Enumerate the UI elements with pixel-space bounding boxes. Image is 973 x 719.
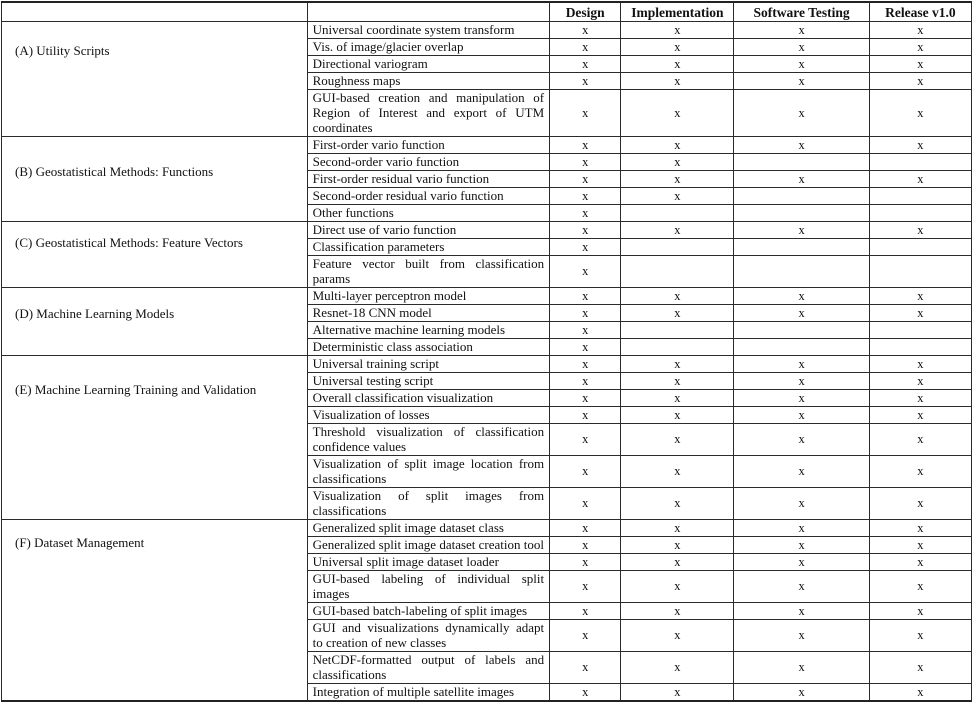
status-mark: x <box>734 73 869 90</box>
status-mark: x <box>550 488 621 520</box>
status-mark: x <box>869 22 971 39</box>
status-mark: x <box>734 39 869 56</box>
status-mark: x <box>869 620 971 652</box>
feature-item: NetCDF-formatted output of labels and classifications <box>307 652 550 684</box>
status-mark: x <box>550 222 621 239</box>
section-label-f: (F) Dataset Management <box>2 520 308 702</box>
status-mark-empty <box>869 339 971 356</box>
status-mark-empty <box>734 256 869 288</box>
status-mark: x <box>869 456 971 488</box>
status-mark: x <box>550 39 621 56</box>
status-mark: x <box>869 652 971 684</box>
feature-item: Universal testing script <box>307 373 550 390</box>
status-mark-empty <box>621 239 734 256</box>
feature-item: Visualization of split images from classifications <box>307 488 550 520</box>
feature-item: Visualization of split image location from classifications <box>307 456 550 488</box>
status-mark: x <box>550 288 621 305</box>
status-mark: x <box>550 603 621 620</box>
status-mark: x <box>869 56 971 73</box>
status-mark: x <box>621 456 734 488</box>
status-mark: x <box>550 554 621 571</box>
status-mark: x <box>621 73 734 90</box>
feature-item: GUI-based batch-labeling of split images <box>307 603 550 620</box>
status-mark: x <box>550 537 621 554</box>
feature-item: Visualization of losses <box>307 407 550 424</box>
feature-item: Alternative machine learning models <box>307 322 550 339</box>
feature-item: Multi-layer perceptron model <box>307 288 550 305</box>
status-mark: x <box>621 373 734 390</box>
header-row <box>2 2 972 22</box>
status-mark: x <box>869 488 971 520</box>
feature-item: Directional variogram <box>307 56 550 73</box>
status-mark-empty <box>869 154 971 171</box>
status-mark: x <box>550 652 621 684</box>
status-mark-empty <box>734 322 869 339</box>
feature-phase-matrix-table <box>1 1 972 702</box>
feature-item: Deterministic class association <box>307 339 550 356</box>
status-mark: x <box>621 424 734 456</box>
status-mark: x <box>734 373 869 390</box>
status-mark: x <box>734 56 869 73</box>
item-column-header-empty <box>307 2 550 22</box>
status-mark: x <box>734 90 869 137</box>
status-mark: x <box>869 137 971 154</box>
feature-item: Generalized split image dataset class <box>307 520 550 537</box>
status-mark: x <box>734 571 869 603</box>
status-mark: x <box>869 603 971 620</box>
feature-item: Integration of multiple satellite images <box>307 684 550 702</box>
status-mark: x <box>869 390 971 407</box>
status-mark: x <box>621 554 734 571</box>
status-mark-empty <box>734 154 869 171</box>
status-mark: x <box>550 305 621 322</box>
status-mark: x <box>550 407 621 424</box>
status-mark: x <box>734 356 869 373</box>
status-mark: x <box>869 684 971 702</box>
feature-item: GUI and visualizations dynamically adapt to creation of new classes <box>307 620 550 652</box>
status-mark: x <box>550 520 621 537</box>
feature-item: Direct use of vario function <box>307 222 550 239</box>
status-mark: x <box>621 188 734 205</box>
status-mark: x <box>550 620 621 652</box>
section-label-d: (D) Machine Learning Models <box>2 288 308 356</box>
status-mark: x <box>734 488 869 520</box>
status-mark: x <box>550 90 621 137</box>
feature-item: Classification parameters <box>307 239 550 256</box>
feature-item: Other functions <box>307 205 550 222</box>
status-mark: x <box>621 90 734 137</box>
section-label-a: (A) Utility Scripts <box>2 22 308 137</box>
column-header-design: Design <box>550 2 621 22</box>
status-mark-empty <box>734 239 869 256</box>
status-mark: x <box>621 222 734 239</box>
feature-item: GUI-based creation and manipulation of Region of Interest and export of UTM coordinates <box>307 90 550 137</box>
column-header-release-v1-0: Release v1.0 <box>869 2 971 22</box>
status-mark: x <box>734 520 869 537</box>
status-mark: x <box>621 171 734 188</box>
category-column-header-empty <box>2 2 308 22</box>
section-label-c: (C) Geostatistical Methods: Feature Vectors <box>2 222 308 288</box>
status-mark: x <box>621 56 734 73</box>
status-mark-empty <box>869 239 971 256</box>
status-mark: x <box>550 22 621 39</box>
status-mark: x <box>621 137 734 154</box>
status-mark: x <box>734 390 869 407</box>
status-mark: x <box>734 22 869 39</box>
status-mark: x <box>550 339 621 356</box>
status-mark: x <box>869 554 971 571</box>
status-mark: x <box>869 424 971 456</box>
status-mark-empty <box>869 322 971 339</box>
feature-item: First-order vario function <box>307 137 550 154</box>
status-mark: x <box>734 554 869 571</box>
status-mark-empty <box>621 322 734 339</box>
status-mark: x <box>621 520 734 537</box>
feature-item: GUI-based labeling of individual split images <box>307 571 550 603</box>
table-row <box>2 137 972 154</box>
status-mark: x <box>734 652 869 684</box>
status-mark-empty <box>869 205 971 222</box>
table-row <box>2 288 972 305</box>
status-mark-empty <box>734 339 869 356</box>
status-mark: x <box>869 407 971 424</box>
status-mark: x <box>550 205 621 222</box>
column-header-implementation: Implementation <box>621 2 734 22</box>
section-label-b: (B) Geostatistical Methods: Functions <box>2 137 308 222</box>
status-mark: x <box>869 537 971 554</box>
status-mark: x <box>869 39 971 56</box>
table-row <box>2 222 972 239</box>
feature-item: Threshold visualization of classification confidence values <box>307 424 550 456</box>
table-row <box>2 22 972 39</box>
status-mark: x <box>550 456 621 488</box>
status-mark: x <box>734 620 869 652</box>
status-mark: x <box>621 488 734 520</box>
feature-item: Roughness maps <box>307 73 550 90</box>
status-mark: x <box>550 390 621 407</box>
feature-item: Universal split image dataset loader <box>307 554 550 571</box>
status-mark: x <box>734 407 869 424</box>
status-mark: x <box>550 154 621 171</box>
feature-item: Overall classification visualization <box>307 390 550 407</box>
status-mark: x <box>550 356 621 373</box>
status-mark: x <box>621 652 734 684</box>
status-mark: x <box>550 424 621 456</box>
status-mark: x <box>734 288 869 305</box>
section-label-e: (E) Machine Learning Training and Validation <box>2 356 308 520</box>
status-mark: x <box>869 171 971 188</box>
feature-item: First-order residual vario function <box>307 171 550 188</box>
status-mark: x <box>621 39 734 56</box>
status-mark: x <box>869 520 971 537</box>
status-mark: x <box>550 188 621 205</box>
status-mark: x <box>869 73 971 90</box>
status-mark: x <box>621 620 734 652</box>
status-mark: x <box>621 356 734 373</box>
status-mark: x <box>550 256 621 288</box>
status-mark: x <box>734 603 869 620</box>
status-mark: x <box>869 222 971 239</box>
feature-item: Resnet-18 CNN model <box>307 305 550 322</box>
status-mark-empty <box>869 256 971 288</box>
status-mark: x <box>550 171 621 188</box>
status-mark: x <box>734 684 869 702</box>
status-mark: x <box>869 305 971 322</box>
status-mark: x <box>869 373 971 390</box>
feature-item: Second-order residual vario function <box>307 188 550 205</box>
status-mark: x <box>621 288 734 305</box>
status-mark: x <box>621 407 734 424</box>
status-mark: x <box>869 90 971 137</box>
status-mark: x <box>869 356 971 373</box>
status-mark: x <box>550 56 621 73</box>
status-mark-empty <box>621 256 734 288</box>
status-mark: x <box>869 288 971 305</box>
table-row <box>2 520 972 537</box>
status-mark: x <box>734 456 869 488</box>
status-mark: x <box>734 222 869 239</box>
status-mark: x <box>869 571 971 603</box>
feature-item: Vis. of image/glacier overlap <box>307 39 550 56</box>
status-mark: x <box>734 137 869 154</box>
column-header-software-testing: Software Testing <box>734 2 869 22</box>
status-mark: x <box>621 603 734 620</box>
status-mark: x <box>550 373 621 390</box>
status-mark: x <box>734 424 869 456</box>
status-mark: x <box>621 305 734 322</box>
table-row <box>2 356 972 373</box>
status-mark: x <box>621 684 734 702</box>
status-mark-empty <box>621 339 734 356</box>
status-mark: x <box>621 571 734 603</box>
status-mark: x <box>734 171 869 188</box>
status-mark-empty <box>869 188 971 205</box>
status-mark-empty <box>734 205 869 222</box>
status-mark: x <box>550 571 621 603</box>
feature-item: Feature vector built from classification params <box>307 256 550 288</box>
feature-item: Generalized split image dataset creation tool <box>307 537 550 554</box>
status-mark: x <box>550 137 621 154</box>
status-mark: x <box>734 305 869 322</box>
status-mark: x <box>621 390 734 407</box>
feature-item: Second-order vario function <box>307 154 550 171</box>
feature-item: Universal training script <box>307 356 550 373</box>
status-mark-empty <box>734 188 869 205</box>
status-mark: x <box>550 73 621 90</box>
status-mark: x <box>621 154 734 171</box>
status-mark-empty <box>621 205 734 222</box>
status-mark: x <box>621 22 734 39</box>
status-mark: x <box>621 537 734 554</box>
feature-item: Universal coordinate system transform <box>307 22 550 39</box>
status-mark: x <box>550 322 621 339</box>
status-mark: x <box>734 537 869 554</box>
status-mark: x <box>550 239 621 256</box>
status-mark: x <box>550 684 621 702</box>
